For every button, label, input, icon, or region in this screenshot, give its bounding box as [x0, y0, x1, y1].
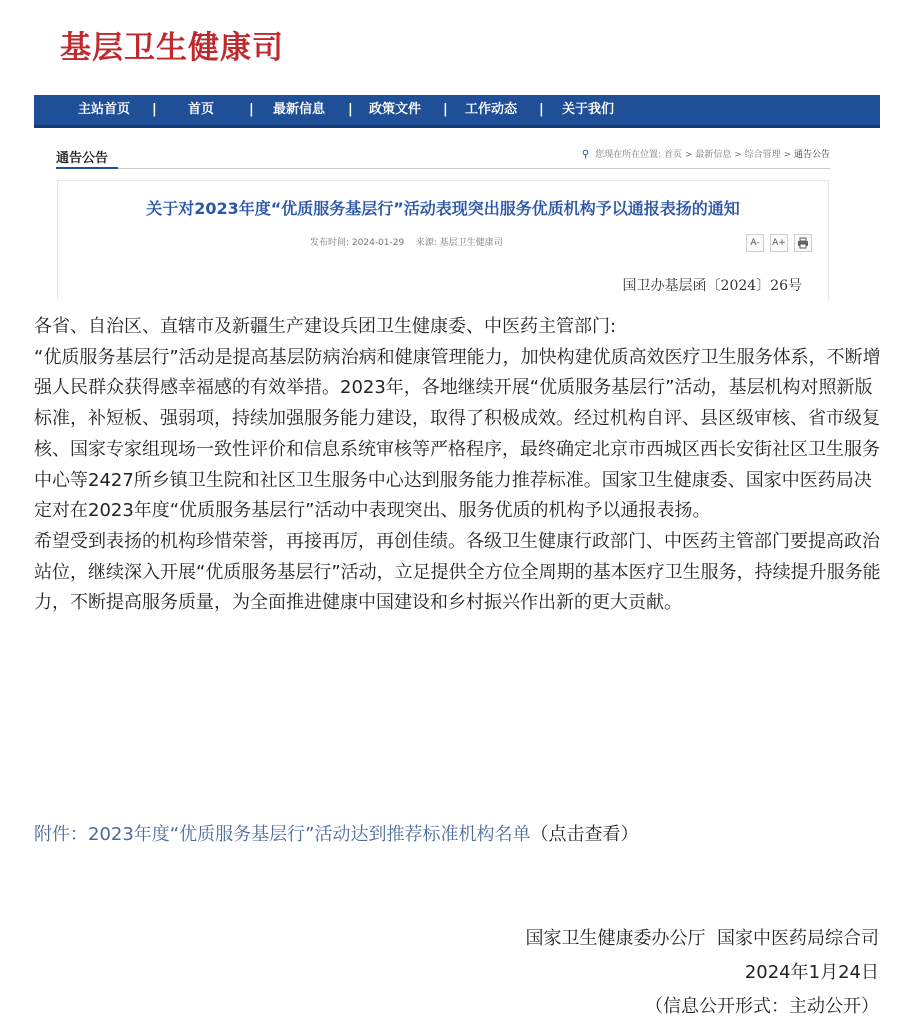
printer-icon	[797, 237, 809, 249]
nav-separator: |	[539, 102, 544, 117]
breadcrumb-latest-info[interactable]: 最新信息	[695, 150, 732, 160]
print-button[interactable]	[794, 234, 812, 252]
nav-item-main-site-home[interactable]: 主站首页	[78, 102, 131, 117]
source-value: 基层卫生健康司	[439, 238, 503, 248]
nav-separator: |	[443, 102, 448, 117]
nav-item-latest-info[interactable]: 最新信息	[273, 102, 326, 117]
breadcrumb-arrow: >	[783, 150, 792, 160]
breadcrumb-current: 通告公告	[793, 150, 830, 160]
addressee-paragraph: 各省、自治区、直辖市及新疆生产建设兵团卫生健康委、中医药主管部门:	[34, 316, 617, 337]
section-label: 通告公告	[56, 151, 109, 166]
font-increase-button[interactable]: A+	[770, 234, 788, 252]
nav-item-about-us[interactable]: 关于我们	[562, 102, 615, 117]
nav-separator: |	[249, 102, 254, 117]
article-meta	[310, 235, 503, 248]
attachment	[34, 820, 638, 846]
section-divider-accent	[56, 167, 118, 169]
article-title: 关于对2023年度“优质服务基层行”活动表现突出服务优质机构予以通报表扬的通知	[146, 199, 740, 218]
location-pin-icon: ⚲	[581, 149, 590, 160]
nav-separator: |	[152, 102, 157, 117]
attachment-view-link[interactable]: （点击查看）	[530, 824, 639, 845]
body-paragraph: 希望受到表扬的机构珍惜荣誉，再接再厉，再创佳绩。各级卫生健康行政部门、中医药主管部门要提高政治站位，继续深入开展“优质服务基层行”活动，立足提供全方位全周期的基本医疗卫生服务，持续提升服务能力，不断提高服务质量，为全面推进健康中国建设和乡村振兴作出新的更大贡献。	[34, 530, 881, 614]
breadcrumb-arrow: >	[734, 150, 742, 160]
publish-date-label: 发布时间:	[310, 238, 350, 248]
disclosure-form: （信息公开形式：主动公开）	[645, 996, 879, 1017]
main-navbar	[34, 95, 880, 128]
article-body	[34, 312, 882, 619]
body-paragraph: “优质服务基层行”活动是提高基层防病治病和健康管理能力，加快构建优质高效医疗卫生服务体系，不断增强人民群众获得感幸福感的有效举措。2023年，各地继续开展“优质服务基层行”活动，基层机构对照新版标准，补短板、强弱项，持续加强服务能力建设，取得了积极成效。经过机构自评、县区级审核、省市级复核、国家专家组现场一致性评价和信息系统审核等严格程序，最终确定北京市西城区西长安街社区卫生服务中心等2427所乡镇卫生院和社区卫生服务中心达到服务能力推荐标准。国家卫生健康委、国家中医药局决定对在2023年度“优质服务基层行”活动中表现突出、服务优质的机构予以通报表扬。	[34, 346, 881, 522]
breadcrumb-arrow: >	[684, 150, 693, 160]
nav-item-home[interactable]: 首页	[188, 102, 215, 117]
publish-date: 2024-01-29	[351, 238, 405, 248]
breadcrumb-general-management[interactable]: 综合管理	[744, 150, 781, 160]
nav-item-work-updates[interactable]: 工作动态	[465, 102, 518, 117]
section-divider	[56, 168, 830, 169]
breadcrumb-home[interactable]: 首页	[664, 150, 683, 160]
document-number: 国卫办基层函〔2024〕26号	[622, 278, 802, 294]
issue-date: 2024年1月24日	[744, 962, 879, 983]
source-label: 来源:	[415, 238, 437, 248]
nav-separator: |	[348, 102, 353, 117]
attachment-text: 附件：2023年度“优质服务基层行”活动达到推荐标准机构名单	[34, 824, 531, 845]
breadcrumb	[582, 147, 830, 160]
font-decrease-button[interactable]: A-	[746, 234, 764, 252]
issuing-authority: 国家卫生健康委办公厅 国家中医药局综合司	[525, 928, 879, 949]
signature-block	[526, 922, 879, 1024]
breadcrumb-prefix: 您现在所在位置:	[595, 150, 662, 160]
nav-item-policy-documents[interactable]: 政策文件	[369, 102, 422, 117]
site-title: 基层卫生健康司	[60, 30, 284, 66]
